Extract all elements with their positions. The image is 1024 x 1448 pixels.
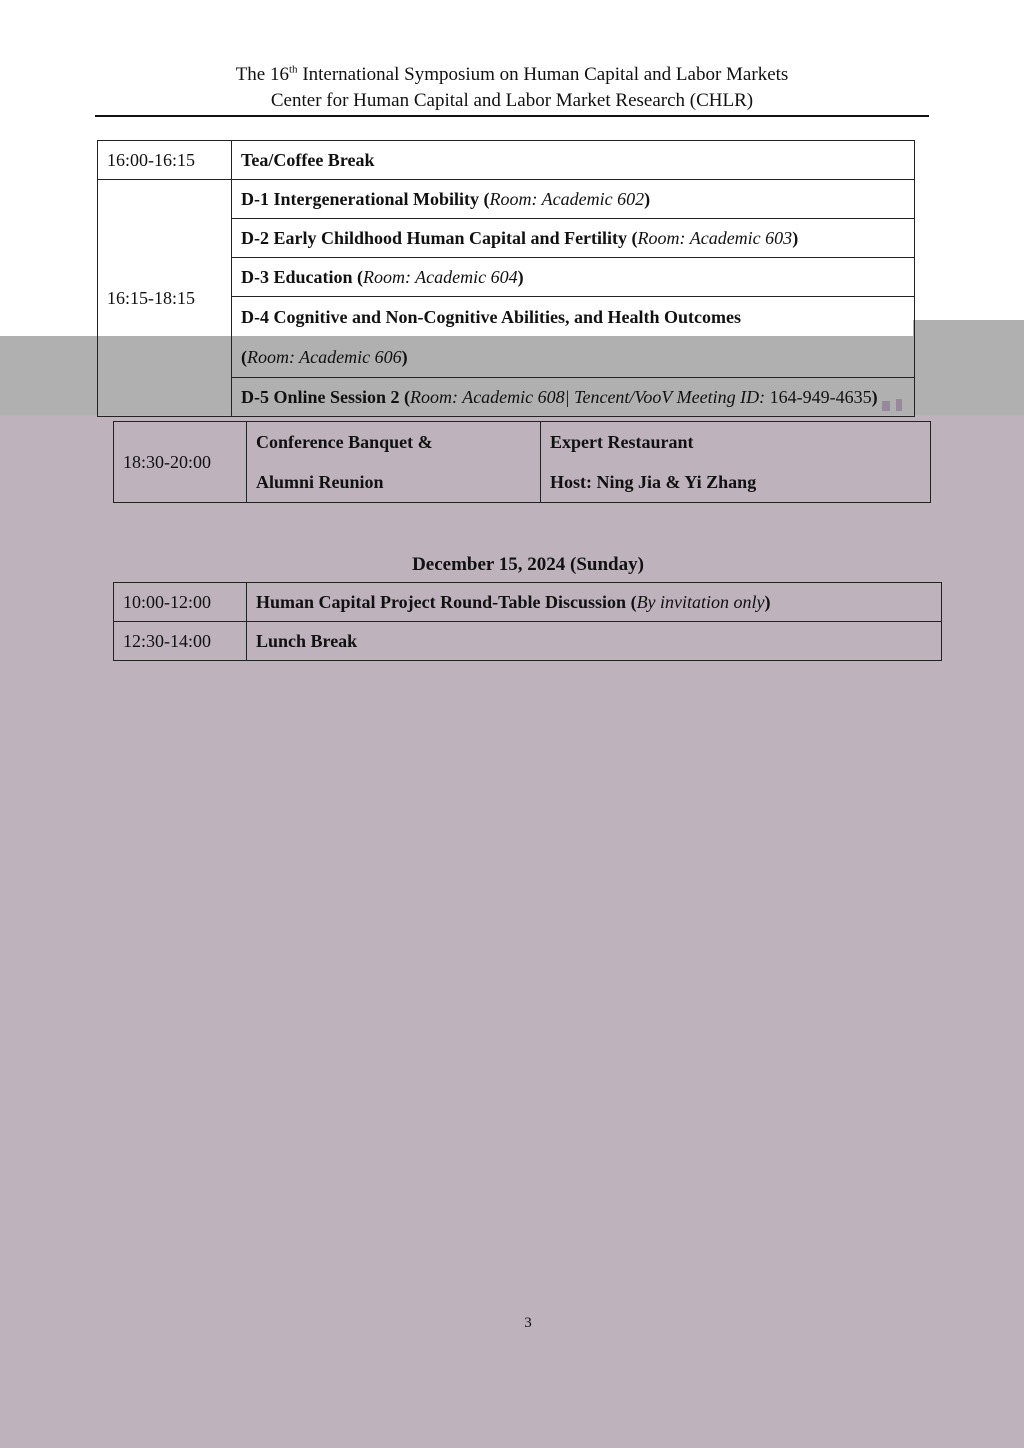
session-cell: D-5 Online Session 2 (Room: Academic 608| Tencent/VooV Meeting ID: 164-949-4635): [232, 378, 915, 417]
header-divider: [95, 115, 929, 117]
page-number: 3: [524, 1315, 532, 1331]
event-cell: Human Capital Project Round-Table Discussion (By invitation only): [247, 583, 942, 622]
day-heading: December 15, 2024 (Sunday): [412, 554, 644, 575]
header-line-1: The 16th International Symposium on Human Capital and Labor Markets: [235, 63, 789, 85]
table-row: [98, 141, 915, 180]
session-cell: D-4 Cognitive and Non-Cognitive Abilities, and Health Outcomes (Room: Academic 606): [232, 297, 915, 378]
event-cell: Conference Banquet & Alumni Reunion: [247, 422, 541, 503]
table-row: [114, 422, 931, 503]
table-row: [114, 622, 942, 661]
document-header: [0, 62, 1024, 114]
time-cell: 16:15-18:15: [98, 180, 232, 417]
image-artifact: [882, 401, 890, 411]
time-cell: 18:30-20:00: [114, 422, 247, 503]
image-artifact: [896, 399, 902, 411]
afternoon-schedule-table: [97, 140, 915, 417]
banquet-table: [113, 421, 931, 503]
time-cell: 10:00-12:00: [114, 583, 247, 622]
table-row: [114, 583, 942, 622]
header-line-2: Center for Human Capital and Labor Market Research (CHLR): [270, 90, 754, 111]
time-cell: 16:00-16:15: [98, 141, 232, 180]
event-cell: Tea/Coffee Break: [232, 141, 915, 180]
venue-cell: Expert Restaurant Host: Ning Jia & Yi Zhang: [541, 422, 931, 503]
session-cell: D-2 Early Childhood Human Capital and Fertility (Room: Academic 603): [232, 219, 915, 258]
session-cell: D-3 Education (Room: Academic 604): [232, 258, 915, 297]
sunday-schedule-table: [113, 582, 942, 661]
event-cell: Lunch Break: [247, 622, 942, 661]
session-cell: D-1 Intergenerational Mobility (Room: Academic 602): [232, 180, 915, 219]
time-cell: 12:30-14:00: [114, 622, 247, 661]
table-row: [98, 180, 915, 219]
